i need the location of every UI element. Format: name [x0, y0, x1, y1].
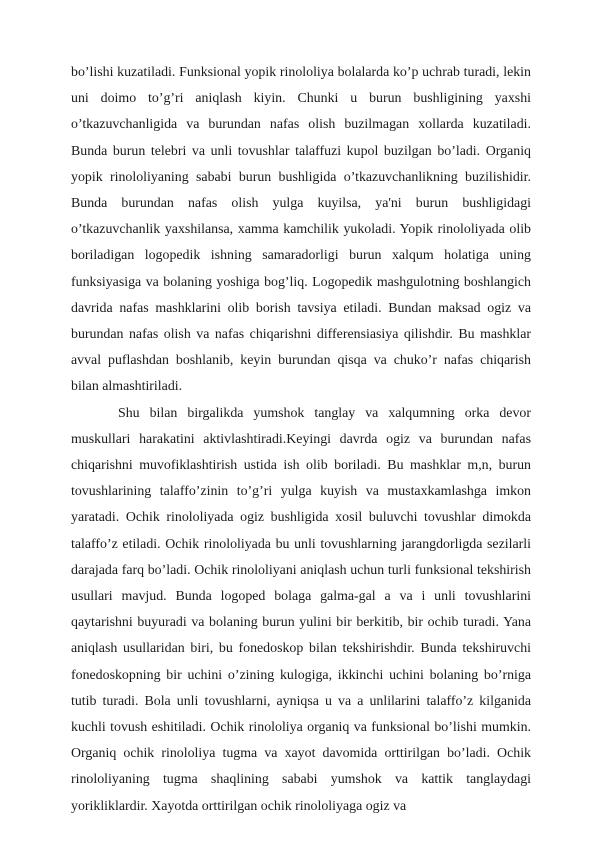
- document-page: [71, 60, 531, 820]
- paragraph-2: Shu bilan birgalikda yumshok tanglay va xalqumning orka devor muskullari harakatini aktivlashtiradi.Keyingi davrda ogiz va burundan nafas chiqarishni muvofiklashtirish ustida ish olib boriladi. Bu mashklar m,n, burun tovushlarining talaffo’zinin to’g’ri yulga kuyish va mustaxkamlashga imkon yaratadi. Ochik rinololiyada ogiz bushligida xosil buluvchi tovushlar dimokda talaffo’z etiladi. Ochik rinololiyada bu unli tovushlarning jarangdorligda sezilarli darajada farq bo’ladi. Ochik rinololiyani aniqlash uchun turli funksional tekshirish usullari mavjud. Bunda logoped bolaga galma-gal a va i unli tovushlarini qaytarishni buyuradi va bolaning burun yulini bir berkitib, bir ochib turadi. Yana aniqlash usullaridan biri, bu fonedoskop bilan tekshirishdir. Bunda tekshiruvchi fonedoskopning bir uchini o’zining kulogiga, ikkinchi uchini bolaning bo’rniga tutib turadi. Bola unli tovushlarni, ayniqsa u va a unlilarini talaffo’z kilganida kuchli tovush eshitiladi. Ochik rinololiya organiq va funksional bo’lishi mumkin. Organiq ochik rinololiya tugma va xayot davomida orttirilgan bo’ladi. Ochik rinololiyaning tugma shaqlining sababi yumshok va kattik tanglaydagi yorikliklardir. Xayotda orttirilgan ochik rinololiyaga ogiz va: [71, 405, 531, 814]
- paragraph-1: bo’lishi kuzatiladi. Funksional yopik rinololiya bolalarda ko’p uchrab turadi, lekin uni doimo to’g’ri aniqlash kiyin. Chunki u burun bushligining yaxshi o’tkazuvchanligida va burundan nafas olish buzilmagan xollarda kuzatiladi. Bunda burun telebri va unli tovushlar talaffuzi kupol buzilgan bo’ladi. Organiq yopik rinololiyaning sababi burun bushligida o’tkazuvchanlikning buzilishidir. Bunda burundan nafas olish yulga kuyilsa, ya'ni burun bushligidagi o’tkazuvchanlik yaxshilansa, xamma kamchilik yukoladi. Yopik rinololiyada olib boriladigan logopedik ishning samaradorligi burun xalqum holatiga uning funksiyasiga va bolaning yoshiga bog’liq. Logopedik mashgulotning boshlangich davrida nafas mashklarini olib borish tavsiya etiladi. Bundan maksad ogiz va burundan nafas olish va nafas chiqarishni differensiasiya qilishdir. Bu mashklar avval puflashdan boshlanib, keyin burundan qisqa va chuko’r nafas chiqarish bilan almashtiriladi.: [71, 65, 531, 395]
